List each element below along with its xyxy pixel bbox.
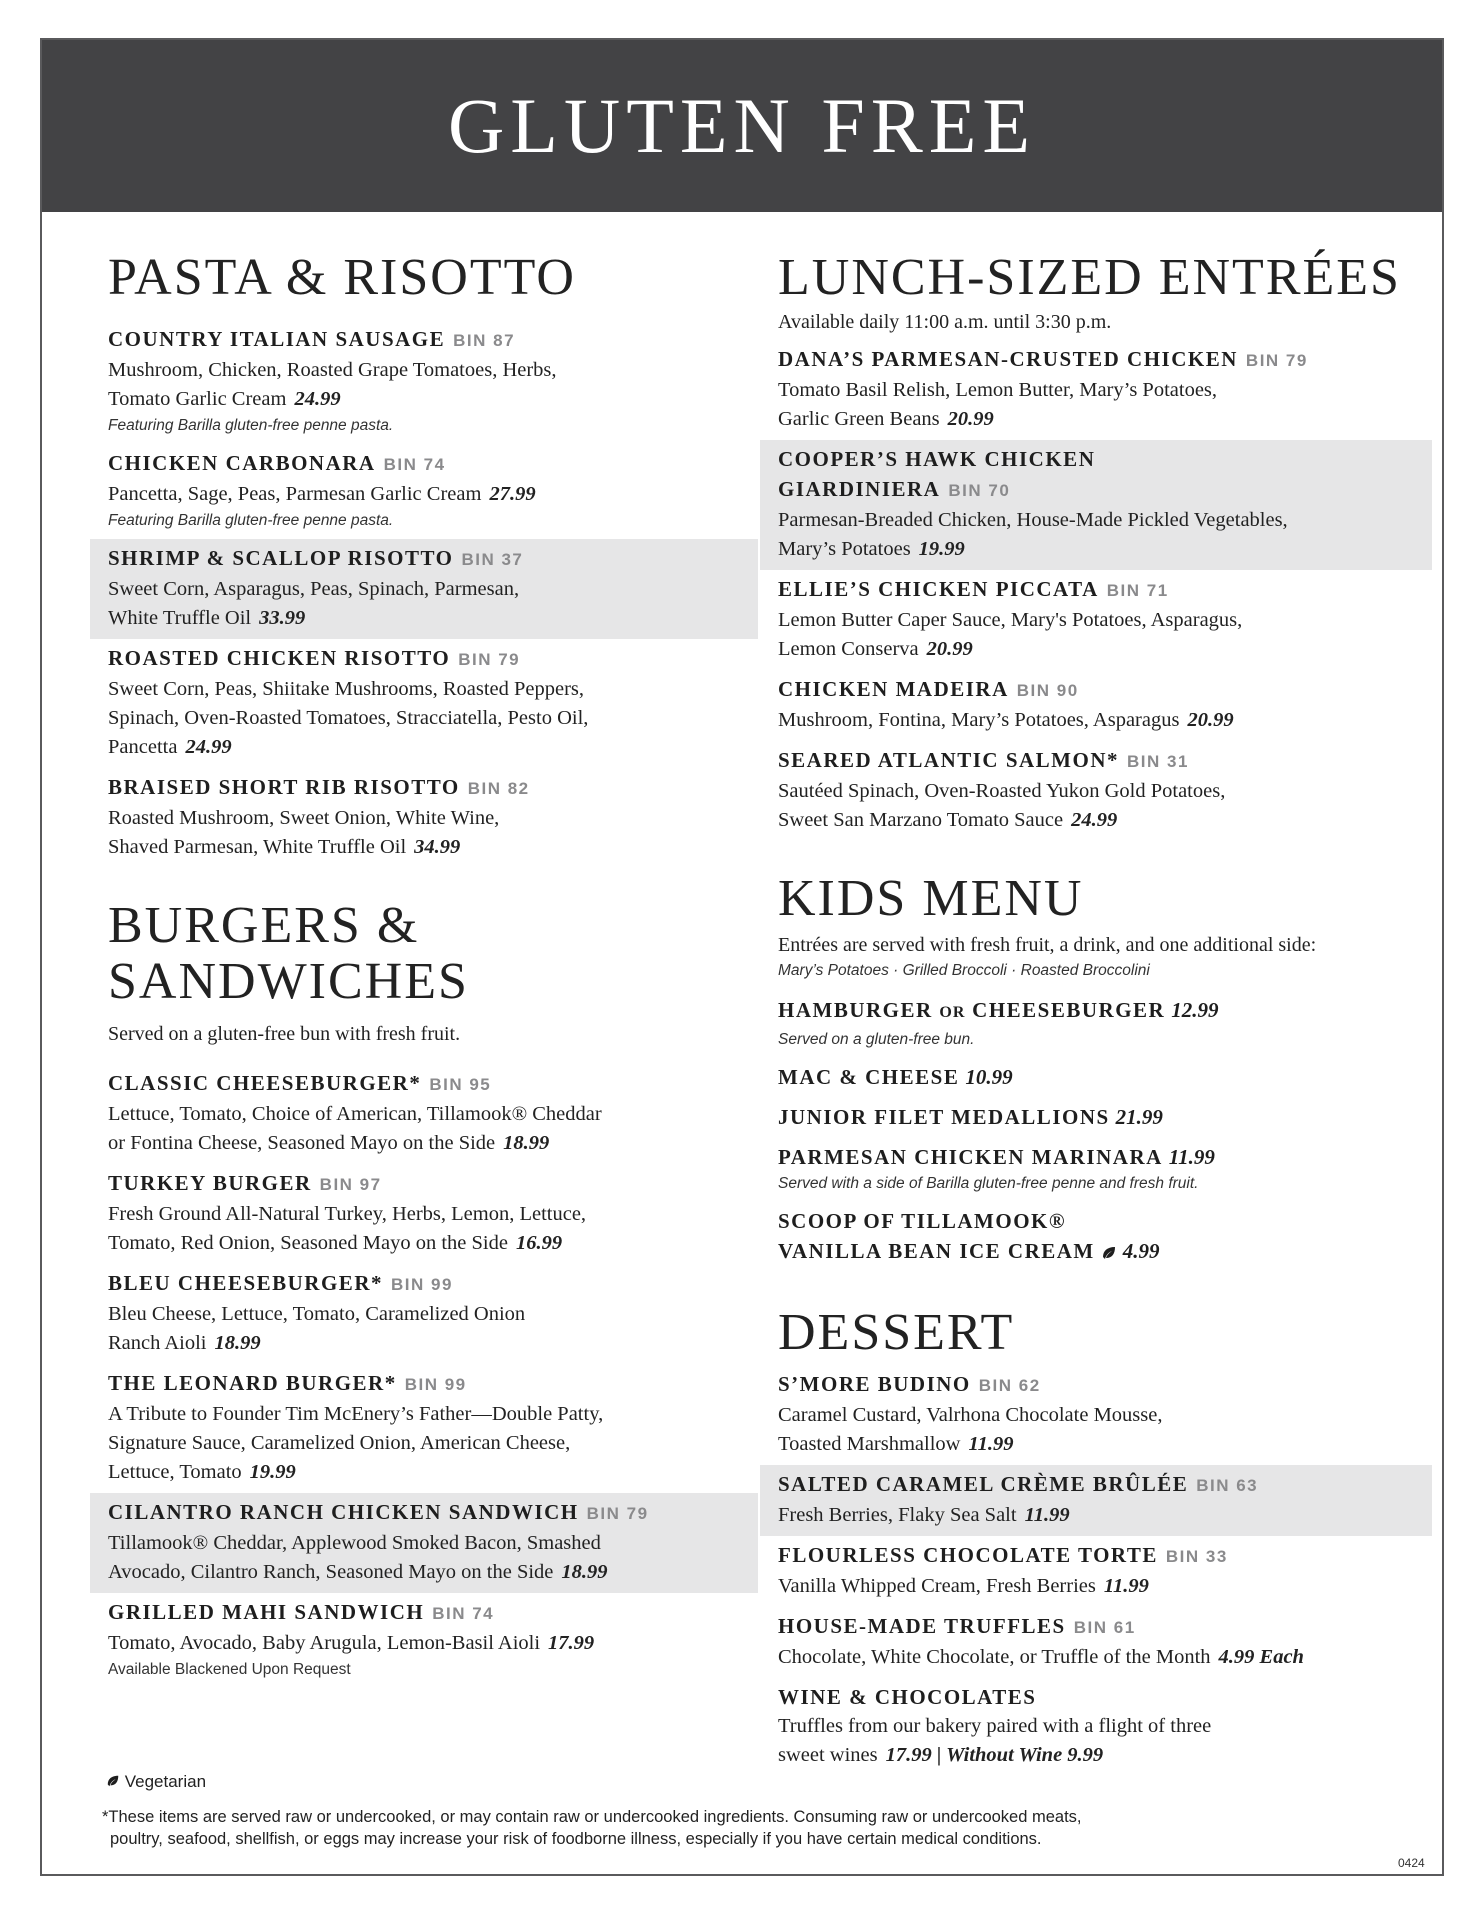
item-description: Mushroom, Chicken, Roasted Grape Tomatoes, Herbs, xyxy=(108,359,557,382)
item-note: Featuring Barilla gluten-free penne pasta. xyxy=(108,512,394,530)
item-price: 19.99 xyxy=(249,1461,296,1484)
menu-item xyxy=(778,1138,1438,1202)
item-description: Tomato, Red Onion, Seasoned Mayo on the Side xyxy=(108,1232,508,1255)
bin-number: BIN 31 xyxy=(1127,752,1189,772)
menu-item-highlighted xyxy=(760,440,1432,570)
item-description: Shaved Parmesan, White Truffle Oil xyxy=(108,836,407,859)
item-price: 17.99 xyxy=(548,1632,595,1655)
bin-number: BIN 95 xyxy=(429,1075,492,1095)
menu-header xyxy=(42,40,1442,212)
disclaimer-line: *These items are served raw or undercooked, or may contain raw or undercooked ingredients. Consuming raw or undercooked meats, xyxy=(102,1808,1082,1826)
menu-item xyxy=(108,768,758,868)
item-price: 4.99 Each xyxy=(1218,1645,1304,1668)
item-description: sweet wines xyxy=(778,1743,878,1766)
menu-item xyxy=(108,320,758,444)
item-note: Served with a side of Barilla gluten-free penne and fresh fruit. xyxy=(778,1175,1199,1193)
section-subtitle: Entrées are served with fresh fruit, a drink, and one additional side: xyxy=(778,934,1317,957)
menu-title: GLUTEN FREE xyxy=(447,82,1037,169)
item-description: Tillamook® Cheddar, Applewood Smoked Bacon, Smashed xyxy=(108,1532,601,1555)
left-column xyxy=(108,250,758,1688)
item-price: 16.99 xyxy=(515,1232,563,1255)
item-price: 24.99 xyxy=(294,388,341,411)
menu-item-highlighted xyxy=(760,1465,1432,1536)
item-name: JUNIOR FILET MEDALLIONS xyxy=(778,1105,1110,1130)
item-description: Lemon Butter Caper Sauce, Mary's Potatoes, Asparagus, xyxy=(778,609,1243,632)
item-description: Ranch Aioli xyxy=(108,1332,207,1355)
bin-number: BIN 79 xyxy=(586,1504,649,1524)
item-description: Spinach, Oven-Roasted Tomatoes, Stracciatella, Pesto Oil, xyxy=(108,707,589,730)
item-name: S’MORE BUDINO xyxy=(778,1371,971,1396)
bin-number: BIN 79 xyxy=(1245,351,1308,371)
section-title-dessert: DESSERT xyxy=(778,1303,1015,1361)
item-note: Featuring Barilla gluten-free penne pasta. xyxy=(108,417,394,435)
item-price: 4.99 xyxy=(1122,1239,1160,1264)
bin-number: BIN 62 xyxy=(978,1375,1041,1395)
item-price: 21.99 xyxy=(1115,1105,1163,1130)
item-price: 17.99 | Without Wine 9.99 xyxy=(885,1743,1104,1766)
item-note: Available Blackened Upon Request xyxy=(108,1661,351,1679)
item-description: A Tribute to Founder Tim McEnery’s Father—Double Patty, xyxy=(108,1403,604,1426)
item-name: GRILLED MAHI SANDWICH xyxy=(108,1600,425,1625)
item-name: HAMBURGER xyxy=(778,998,933,1023)
menu-item xyxy=(778,1365,1438,1465)
item-name: CLASSIC CHEESEBURGER* xyxy=(108,1071,422,1096)
item-name: TURKEY BURGER xyxy=(108,1171,312,1196)
bin-number: BIN 61 xyxy=(1073,1617,1136,1637)
menu-item xyxy=(108,1164,758,1264)
item-name: ELLIE’S CHICKEN PICCATA xyxy=(778,577,1099,602)
item-name: VANILLA BEAN ICE CREAM xyxy=(778,1239,1095,1264)
item-name: SHRIMP & SCALLOP RISOTTO xyxy=(108,546,454,571)
item-description: Pancetta xyxy=(108,736,178,759)
bin-number: BIN 99 xyxy=(390,1275,453,1295)
item-description: White Truffle Oil xyxy=(108,607,252,630)
item-description: Vanilla Whipped Cream, Fresh Berries xyxy=(778,1574,1096,1597)
menu-item xyxy=(778,1607,1438,1678)
item-description: Caramel Custard, Valrhona Chocolate Mousse, xyxy=(778,1403,1163,1426)
menu-item xyxy=(778,570,1438,670)
menu-item-highlighted xyxy=(90,1493,758,1593)
item-price: 24.99 xyxy=(1071,809,1118,832)
item-name: WINE & CHOCOLATES xyxy=(778,1684,1037,1709)
item-price: 18.99 xyxy=(561,1561,608,1584)
item-description: Truffles from our bakery paired with a flight of three xyxy=(778,1714,1212,1737)
kids-sides: Mary’s Potatoes · Grilled Broccoli · Roasted Broccolini xyxy=(778,962,1150,980)
bin-number: BIN 79 xyxy=(458,650,521,670)
item-name: DANA’S PARMESAN-CRUSTED CHICKEN xyxy=(778,347,1238,372)
bin-number: BIN 99 xyxy=(404,1375,467,1395)
menu-code: 0424 xyxy=(1398,1856,1425,1870)
item-price: 20.99 xyxy=(1187,709,1234,732)
item-description: Bleu Cheese, Lettuce, Tomato, Caramelized Onion xyxy=(108,1303,526,1326)
item-description: Fresh Berries, Flaky Sea Salt xyxy=(778,1503,1017,1526)
menu-item xyxy=(778,1202,1438,1274)
item-price: 34.99 xyxy=(414,836,461,859)
vegetarian-legend xyxy=(106,1772,206,1792)
item-name: COOPER’S HAWK CHICKEN xyxy=(778,447,1096,472)
menu-item xyxy=(778,991,1438,1058)
bin-number: BIN 70 xyxy=(948,481,1011,501)
bin-number: BIN 71 xyxy=(1106,581,1169,601)
item-name: THE LEONARD BURGER* xyxy=(108,1371,397,1396)
item-name: BRAISED SHORT RIB RISOTTO xyxy=(108,775,460,800)
bin-number: BIN 90 xyxy=(1016,681,1079,701)
item-name: CHICKEN MADEIRA xyxy=(778,677,1009,702)
item-price: 11.99 xyxy=(1168,1145,1215,1170)
item-note: Served on a gluten-free bun. xyxy=(778,1031,975,1049)
menu-item-highlighted xyxy=(90,539,758,639)
item-name: ROASTED CHICKEN RISOTTO xyxy=(108,646,451,671)
item-name: HOUSE-MADE TRUFFLES xyxy=(778,1613,1066,1638)
item-price: 20.99 xyxy=(947,408,994,431)
item-description: Roasted Mushroom, Sweet Onion, White Wine, xyxy=(108,807,500,830)
item-name: CHEESEBURGER xyxy=(972,998,1166,1023)
menu-item xyxy=(778,741,1438,841)
bin-number: BIN 74 xyxy=(383,455,446,475)
disclaimer-line: poultry, seafood, shellfish, or eggs may increase your risk of foodborne illness, especially if you have certain medical conditions. xyxy=(110,1830,1042,1848)
item-description: Avocado, Cilantro Ranch, Seasoned Mayo on the Side xyxy=(108,1561,554,1584)
item-price: 11.99 xyxy=(1024,1503,1070,1526)
leaf-icon xyxy=(1101,1239,1117,1269)
menu-item xyxy=(108,1264,758,1364)
item-name-or: OR xyxy=(939,1004,966,1022)
item-price: 33.99 xyxy=(259,607,306,630)
item-name: CILANTRO RANCH CHICKEN SANDWICH xyxy=(108,1500,579,1525)
item-name: MAC & CHEESE xyxy=(778,1065,960,1090)
menu-item xyxy=(108,444,758,539)
bin-number: BIN 97 xyxy=(319,1175,382,1195)
item-name: CHICKEN CARBONARA xyxy=(108,451,376,476)
section-subtitle: Served on a gluten-free bun with fresh fruit. xyxy=(108,1023,461,1046)
bin-number: BIN 74 xyxy=(432,1604,495,1624)
item-name: SCOOP OF TILLAMOOK® xyxy=(778,1209,1067,1234)
item-price: 18.99 xyxy=(503,1132,550,1155)
menu-item xyxy=(778,1098,1438,1138)
menu-item xyxy=(108,639,758,768)
bin-number: BIN 37 xyxy=(461,550,524,570)
right-column xyxy=(778,250,1438,1776)
bin-number: BIN 82 xyxy=(467,779,530,799)
item-description: Lemon Conserva xyxy=(778,638,919,661)
item-description: Lettuce, Tomato, Choice of American, Tillamook® Cheddar xyxy=(108,1103,602,1126)
menu-item xyxy=(778,340,1438,440)
menu-item xyxy=(778,1058,1438,1098)
item-description: Sweet San Marzano Tomato Sauce xyxy=(778,809,1064,832)
menu-item xyxy=(108,1064,758,1164)
allergen-disclaimer xyxy=(102,1806,1182,1850)
bin-number: BIN 33 xyxy=(1165,1546,1228,1566)
menu-item xyxy=(778,670,1438,741)
item-price: 20.99 xyxy=(926,638,973,661)
menu-frame xyxy=(40,38,1444,1876)
item-description: Mushroom, Fontina, Mary’s Potatoes, Asparagus xyxy=(778,709,1180,732)
item-description: Tomato Garlic Cream xyxy=(108,388,287,411)
item-description: Fresh Ground All-Natural Turkey, Herbs, Lemon, Lettuce, xyxy=(108,1203,587,1226)
item-description: Garlic Green Beans xyxy=(778,408,940,431)
legend-label: Vegetarian xyxy=(124,1772,207,1791)
item-price: 27.99 xyxy=(489,483,536,506)
item-price: 12.99 xyxy=(1171,998,1219,1023)
menu-item xyxy=(108,1593,758,1688)
item-price: 11.99 xyxy=(968,1432,1014,1455)
section-title-burgers: BURGERS & SANDWICHES xyxy=(108,897,469,1011)
item-description: Sweet Corn, Peas, Shiitake Mushrooms, Roasted Peppers, xyxy=(108,678,585,701)
leaf-icon xyxy=(106,1772,120,1791)
menu-item xyxy=(108,1364,758,1493)
item-description: Lettuce, Tomato xyxy=(108,1461,242,1484)
menu-item xyxy=(778,1678,1438,1776)
section-title-lunch: LUNCH-SIZED ENTRÉES xyxy=(778,249,1401,306)
section-title-kids: KIDS MENU xyxy=(778,870,1084,928)
item-description: Chocolate, White Chocolate, or Truffle of the Month xyxy=(778,1645,1211,1668)
item-description: Toasted Marshmallow xyxy=(778,1432,961,1455)
item-description: Mary’s Potatoes xyxy=(778,538,911,561)
bin-number: BIN 87 xyxy=(453,331,516,351)
bin-number: BIN 63 xyxy=(1196,1475,1259,1495)
item-name: FLOURLESS CHOCOLATE TORTE xyxy=(778,1542,1158,1567)
item-price: 10.99 xyxy=(965,1065,1013,1090)
item-price: 18.99 xyxy=(214,1332,261,1355)
item-description: Parmesan-Breaded Chicken, House-Made Pickled Vegetables, xyxy=(778,509,1288,532)
section-title-pasta: PASTA & RISOTTO xyxy=(108,249,576,306)
item-description: Pancetta, Sage, Peas, Parmesan Garlic Cream xyxy=(108,483,482,506)
item-description: Signature Sauce, Caramelized Onion, American Cheese, xyxy=(108,1432,571,1455)
item-description: or Fontina Cheese, Seasoned Mayo on the Side xyxy=(108,1132,496,1155)
item-description: Tomato Basil Relish, Lemon Butter, Mary’s Potatoes, xyxy=(778,379,1218,402)
item-name: COUNTRY ITALIAN SAUSAGE xyxy=(108,327,446,352)
item-description: Sautéed Spinach, Oven-Roasted Yukon Gold Potatoes, xyxy=(778,780,1226,803)
item-price: 24.99 xyxy=(185,736,232,759)
item-name: SEARED ATLANTIC SALMON* xyxy=(778,748,1119,773)
item-description: Tomato, Avocado, Baby Arugula, Lemon-Basil Aioli xyxy=(108,1632,541,1655)
item-description: Sweet Corn, Asparagus, Peas, Spinach, Parmesan, xyxy=(108,578,520,601)
section-subtitle: Available daily 11:00 a.m. until 3:30 p.m. xyxy=(778,311,1112,334)
item-price: 19.99 xyxy=(918,538,965,561)
item-name: GIARDINIERA xyxy=(778,477,941,502)
item-price: 11.99 xyxy=(1103,1574,1149,1597)
item-name: BLEU CHEESEBURGER* xyxy=(108,1271,383,1296)
menu-item xyxy=(778,1536,1438,1607)
item-name: PARMESAN CHICKEN MARINARA xyxy=(778,1145,1163,1170)
item-name: SALTED CARAMEL CRÈME BRÛLÉE xyxy=(778,1471,1189,1496)
